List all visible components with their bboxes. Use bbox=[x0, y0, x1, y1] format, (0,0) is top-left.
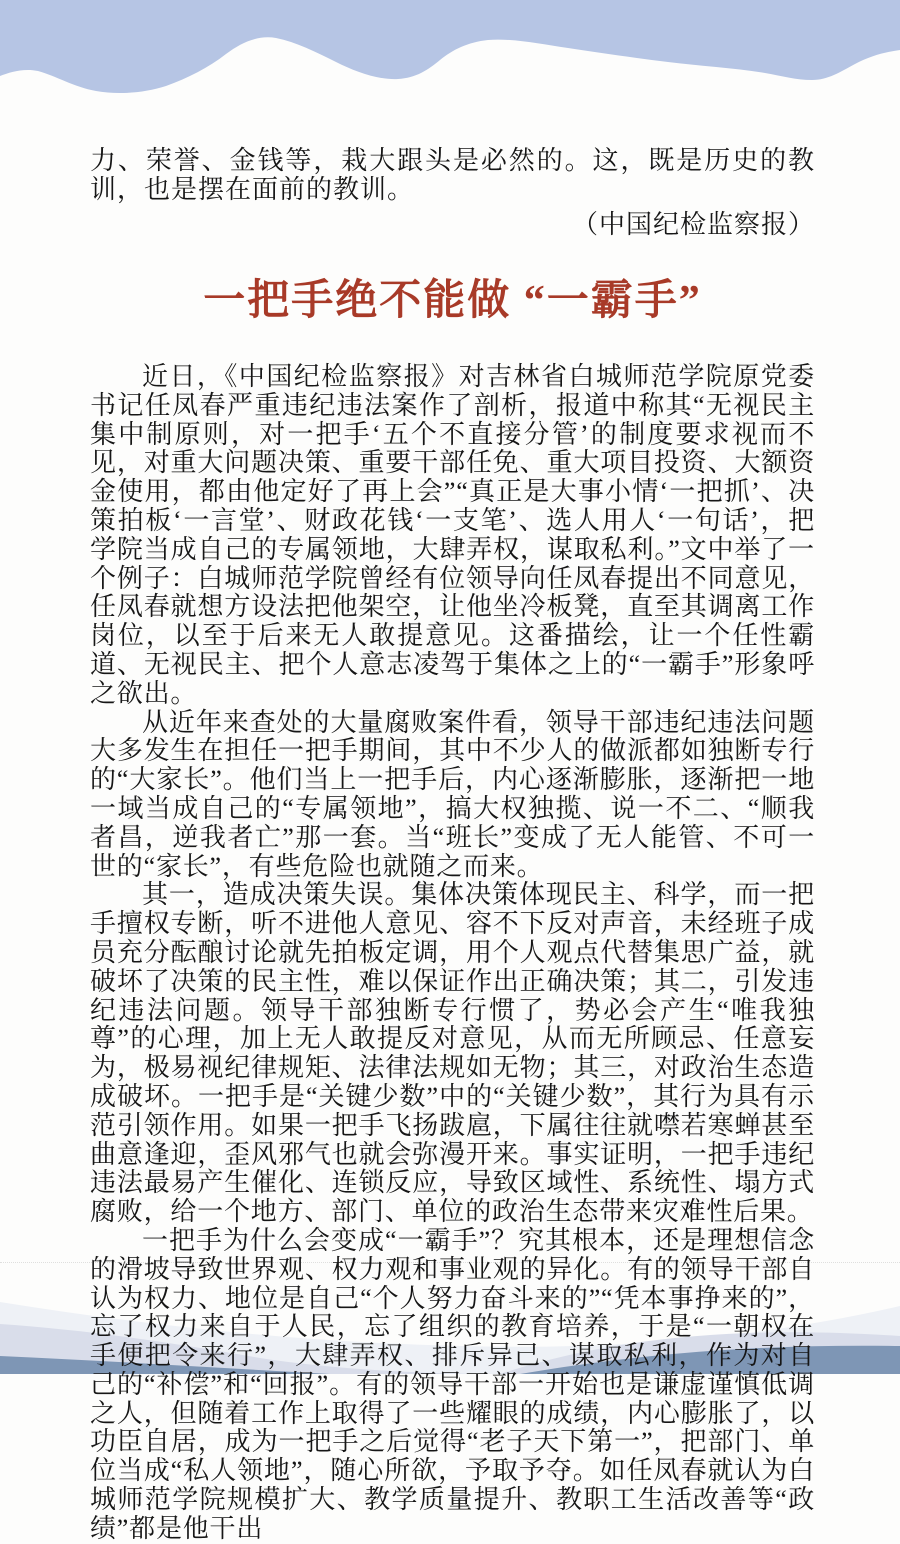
article-paragraph: 一把手为什么会变成“一霸手”？究其根本，还是理想信念的滑坡导致世界观、权力观和事业观的异化。有的领导干部自认为权力、地位是自己“个人努力奋斗来的”“凭本事挣来的”，忘了权力来自于人民，忘了组织的教育培养，于是“一朝权在手便把令来行”，大肆弄权、排斥异己、谋取私利，作为对自己的“补偿”和“回报”。有的领导干部一开始也是谦虚谨慎低调之人，但随着工作上取得了一些耀眼的成绩，内心膨胀了，以功臣自居，成为一把手之后觉得“老子天下第一”，把部门、单位当成“私人领地”，随心所欲，予取予夺。如任凤春就认为白城师范学院规模扩大、教学质量提升、教职工生活改善等“政绩”都是他干出 bbox=[90, 1225, 815, 1543]
previous-article-ending: 力、荣誉、金钱等，栽大跟头是必然的。这，既是历史的教训，也是摆在面前的教训。 bbox=[90, 146, 815, 204]
article-paragraph: 其一，造成决策失误。集体决策体现民主、科学，而一把手擅权专断，听不进他人意见、容不下反对声音，未经班子成员充分酝酿讨论就先拍板定调，用个人观点代替集思广益，就破坏了决策的民主性，难以保证作出正确决策；其二，引发违纪违法问题。领导干部独断专行惯了，势必会产生“唯我独尊”的心理，加上无人敢提反对意见，从而无所顾忌、任意妄为，极易视纪律规矩、法律法规如无物；其三，对政治生态造成破坏。一把手是“关键少数”中的“关键少数”，其行为具有示范引领作用。如果一把手飞扬跋扈，下属往往就噤若寒蝉甚至曲意逢迎，歪风邪气也就会弥漫开来。事实证明，一把手违纪违法最易产生催化、连锁反应，导致区域性、系统性、塌方式腐败，给一个地方、部门、单位的政治生态带来灾难性后果。 bbox=[90, 880, 815, 1227]
source-attribution: （中国纪检监察报） bbox=[571, 210, 815, 239]
article-body bbox=[90, 363, 815, 1544]
article-paragraph: 从近年来查处的大量腐败案件看，领导干部违纪违法问题大多发生在担任一把手期间，其中不少人的做派都如独断专行的“大家长”。他们当上一把手后，内心逐渐膨胀，逐渐把一地一域当成自己的“专属领地”，搞大权独揽、说一不二、“顺我者昌，逆我者亡”那一套。当“班长”变成了无人能管、不可一世的“家长”，有些危险也就随之而来。 bbox=[90, 707, 815, 881]
article-paragraph: 近日，《中国纪检监察报》对吉林省白城师范学院原党委书记任凤春严重违纪违法案作了剖析，报道中称其“无视民主集中制原则，对一把手‘五个不直接分管’的制度要求视而不见，对重大问题决策、重要干部任免、重大项目投资、大额资金使用，都由他定好了再上会”“真正是大事小情‘一把抓’、决策拍板‘一言堂’、财政花钱‘一支笔’、选人用人‘一句话’，把学院当成自己的专属领地，大肆弄权，谋取私利。”文中举了一个例子：白城师范学院曾经有位领导向任凤春提出不同意见，任凤春就想方设法把他架空，让他坐冷板凳，直至其调离工作岗位，以至于后来无人敢提意见。这番描绘，让一个任性霸道、无视民主、把个人意志凌驾于集体之上的“一霸手”形象呼之欲出。 bbox=[90, 362, 815, 708]
article-title: 一把手绝不能做 “一霸手” bbox=[203, 278, 702, 324]
